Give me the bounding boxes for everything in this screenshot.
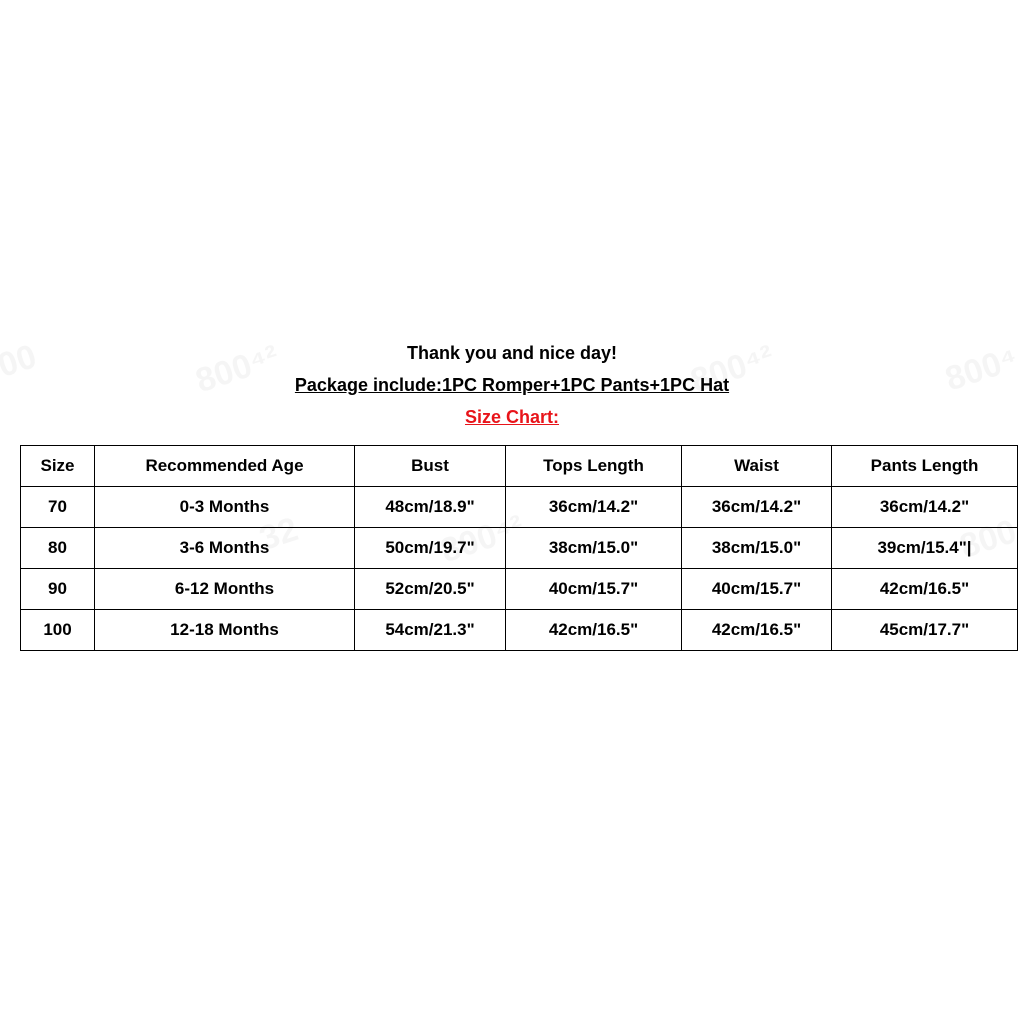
table-row: [21, 528, 1018, 569]
cell-pants-length: 36cm/14.2": [832, 487, 1018, 528]
cell-waist: 38cm/15.0": [682, 528, 832, 569]
column-header-waist: Waist: [682, 446, 832, 487]
cell-recommended-age: 12-18 Months: [95, 610, 355, 651]
cell-recommended-age: 3-6 Months: [95, 528, 355, 569]
table-row: [21, 487, 1018, 528]
cell-size: 90: [21, 569, 95, 610]
cell-bust: 52cm/20.5": [355, 569, 506, 610]
cell-tops-length: 42cm/16.5": [506, 610, 682, 651]
column-header-recommended-age: Recommended Age: [95, 446, 355, 487]
cell-waist: 36cm/14.2": [682, 487, 832, 528]
cell-pants-length: 39cm/15.4"|: [832, 528, 1018, 569]
cell-pants-length: 42cm/16.5": [832, 569, 1018, 610]
cell-size: 100: [21, 610, 95, 651]
cell-waist: 42cm/16.5": [682, 610, 832, 651]
cell-tops-length: 40cm/15.7": [506, 569, 682, 610]
cell-tops-length: 38cm/15.0": [506, 528, 682, 569]
size-chart-table: [20, 445, 1018, 651]
cell-bust: 54cm/21.3": [355, 610, 506, 651]
column-header-bust: Bust: [355, 446, 506, 487]
cell-waist: 40cm/15.7": [682, 569, 832, 610]
table-row: [21, 569, 1018, 610]
column-header-size: Size: [21, 446, 95, 487]
cell-recommended-age: 6-12 Months: [95, 569, 355, 610]
cell-pants-length: 45cm/17.7": [832, 610, 1018, 651]
table-header-row: [21, 446, 1018, 487]
table-row: [21, 610, 1018, 651]
column-header-tops-length: Tops Length: [506, 446, 682, 487]
cell-size: 80: [21, 528, 95, 569]
package-contents: Package include:1PC Romper+1PC Pants+1PC Hat: [294, 375, 730, 395]
column-header-pants-length: Pants Length: [832, 446, 1018, 487]
cell-recommended-age: 0-3 Months: [95, 487, 355, 528]
cell-bust: 50cm/19.7": [355, 528, 506, 569]
thanks-message: Thank you and nice day!: [406, 343, 618, 363]
cell-bust: 48cm/18.9": [355, 487, 506, 528]
size-chart-title: Size Chart:: [464, 407, 560, 427]
cell-tops-length: 36cm/14.2": [506, 487, 682, 528]
cell-size: 70: [21, 487, 95, 528]
